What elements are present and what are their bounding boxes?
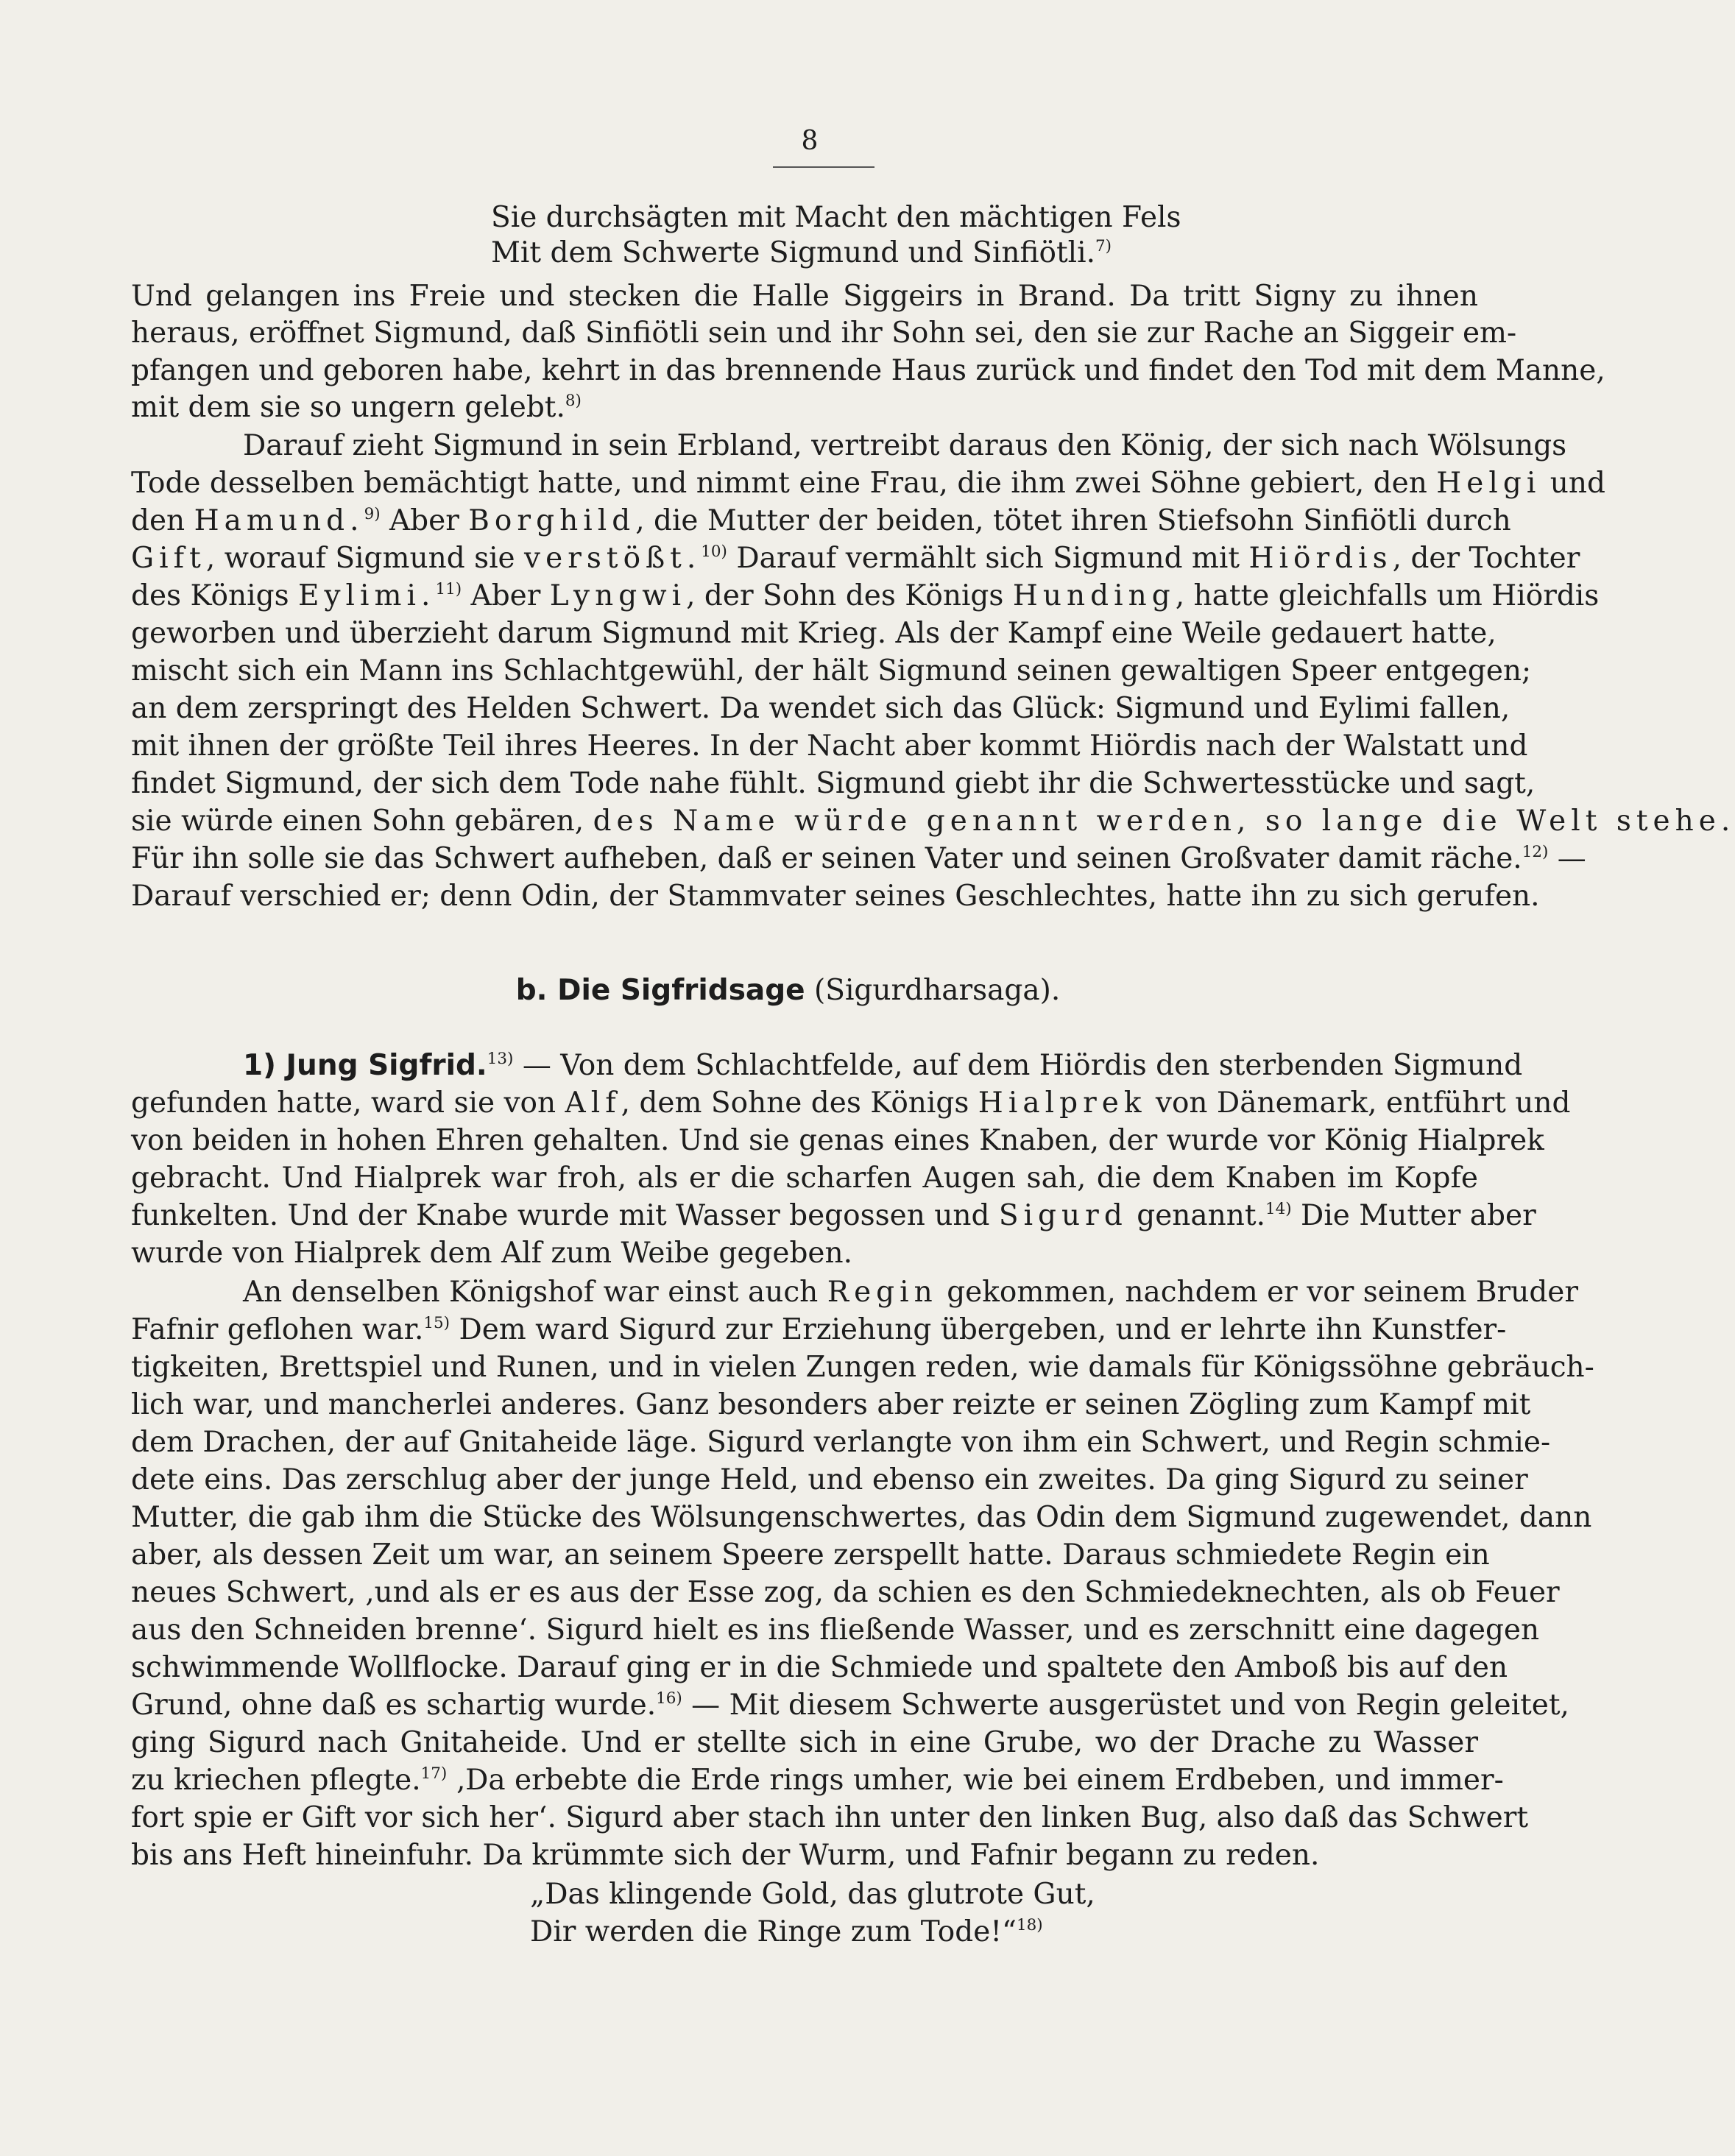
text-line: von beiden in hohen Ehren gehalten. Und sie genas eines Knaben, der wurde vor König Hialprek — [131, 1124, 1544, 1157]
text-line: 1) Jung Sigfrid.$^{13)}$ — Von dem Schlachtfelde, auf dem Hiördis den sterbenden Sigmund — [243, 1049, 1523, 1082]
name-helgi: Helgi — [1436, 467, 1541, 500]
text-line: pfangen und geboren habe, kehrt in das brennende Haus zurück und findet den Tod mit dem Manne, — [131, 354, 1605, 387]
page-number: 8 — [801, 126, 819, 156]
text-line: gefunden hatte, ward sie von Alf, dem Sohne des Königs Hialprek von Dänemark, entführt und — [131, 1086, 1571, 1120]
verse-line: Sie durchsägten mit Macht den mächtigen Fels — [491, 201, 1181, 234]
text-line: schwimmende Wollflocke. Darauf ging er in die Schmiede und spaltete den Amboß bis auf den — [131, 1651, 1508, 1684]
verse-line: Dir werden die Ringe zum Tode!“$^{18)}$ — [530, 1915, 1043, 1948]
text-line: Mutter, die gab ihm die Stücke des Wölsungenschwertes, das Odin dem Sigmund zugewendet, dann — [131, 1501, 1592, 1534]
text-line: an dem zerspringt des Helden Schwert. Da wendet sich das Glück: Sigmund und Eylimi fallen, — [131, 692, 1510, 725]
verse-line: Mit dem Schwerte Sigmund und Sinfiötli.$^{7)}$ — [491, 236, 1112, 269]
text-line: Und gelangen ins Freie und stecken die Halle Siggeirs in Brand. Da tritt Signy zu ihnen — [131, 280, 1478, 313]
text-line: An denselben Königshof war einst auch Regin gekommen, nachdem er vor seinem Bruder — [243, 1276, 1579, 1309]
text-line: zu kriechen pflegte.$^{17)}$ ‚Da erbebte die Erde rings umher, wie bei einem Erdbeben, und immer- — [131, 1764, 1504, 1797]
text-line: funkelten. Und der Knabe wurde mit Wasser begossen und Sigurd genannt.$^{14)}$ Die Mutter aber — [131, 1199, 1536, 1232]
text-line: fort spie er Gift vor sich her‘. Sigurd aber stach ihn unter den linken Bug, also daß das Schwert — [131, 1801, 1529, 1834]
text-line: dete eins. Das zerschlug aber der junge Held, und ebenso ein zweites. Da ging Sigurd zu seiner — [131, 1463, 1528, 1496]
text-line: Darauf zieht Sigmund in sein Erbland, vertreibt daraus den König, der sich nach Wölsungs — [243, 429, 1567, 462]
text-line: wurde von Hialprek dem Alf zum Weibe gegeben. — [131, 1237, 853, 1270]
verse-line: „Das klingende Gold, das glutrote Gut, — [530, 1878, 1095, 1911]
text-line: Fafnir geflohen war.$^{15)}$ Dem ward Sigurd zur Erziehung übergeben, und er lehrte ihn Kunstfer- — [131, 1313, 1507, 1346]
text-line: sie würde einen Sohn gebären, des Name würde genannt werden, so lange die Welt stehe. — [131, 805, 1735, 838]
section-heading: b. Die Sigfridsage (Sigurdharsaga). — [515, 974, 1061, 1007]
text-line: aber, als dessen Zeit um war, an seinem Speere zerspellt hatte. Daraus schmiedete Regin ein — [131, 1538, 1490, 1572]
text-line: des Königs Eylimi.$^{11)}$ Aber Lyngwi, der Sohn des Königs Hunding, hatte gleichfalls um Hiördis — [131, 579, 1600, 612]
text-line: dem Drachen, der auf Gnitaheide läge. Sigurd verlangte von ihm ein Schwert, und Regin schmie- — [131, 1426, 1551, 1459]
text-line: Gift, worauf Sigmund sie verstößt.$^{10)}$ Darauf vermählt sich Sigmund mit Hiördis, der Tochter — [131, 542, 1580, 575]
text-line: den Hamund.$^{9)}$ Aber Borghild, die Mutter der beiden, tötet ihren Stiefsohn Sinfiötli durch — [131, 504, 1511, 537]
text-line: bis ans Heft hineinfuhr. Da krümmte sich der Wurm, und Fafnir begann zu reden. — [131, 1839, 1320, 1872]
text-line: ging Sigurd nach Gnitaheide. Und er stellte sich in eine Grube, wo der Drache zu Wasser — [131, 1726, 1478, 1759]
text-line: mit dem sie so ungern gelebt.$^{8)}$ — [131, 391, 582, 424]
text-line: mischt sich ein Mann ins Schlachtgewühl, der hält Sigmund seinen gewaltigen Speer entgegen; — [131, 654, 1532, 688]
text-line: lich war, und mancherlei anderes. Ganz besonders aber reizte er seinen Zögling zum Kampf mit — [131, 1388, 1531, 1421]
text-line: Grund, ohne daß es schartig wurde.$^{16)}$ — Mit diesem Schwerte ausgerüstet und von Regin geleitet, — [131, 1689, 1569, 1722]
text-line: Tode desselben bemächtigt hatte, und nimmt eine Frau, die ihm zwei Söhne gebiert, den Helgi und — [131, 467, 1605, 500]
text-line: findet Sigmund, der sich dem Tode nahe fühlt. Sigmund giebt ihr die Schwertesstücke und sagt, — [131, 767, 1536, 800]
text-line: tigkeiten, Brettspiel und Runen, und in vielen Zungen reden, wie damals für Königssöhne gebräuch- — [131, 1351, 1594, 1384]
text-line: neues Schwert, ‚und als er es aus der Esse zog, da schien es den Schmiedeknechten, als ob Feuer — [131, 1576, 1560, 1609]
text-line: gebracht. Und Hialprek war froh, als er die scharfen Augen sah, die dem Knaben im Kopfe — [131, 1162, 1478, 1195]
header-rule — [773, 166, 874, 168]
text-line: Für ihn solle sie das Schwert aufheben, daß er seinen Vater und seinen Großvater damit räche.$^{12)}$ — — [131, 842, 1586, 875]
text-line: heraus, eröffnet Sigmund, daß Sinfiötli sein und ihr Sohn sei, den sie zur Rache an Siggeir em- — [131, 317, 1517, 350]
text-line: geworben und überzieht darum Sigmund mit Krieg. Als der Kampf eine Weile gedauert hatte, — [131, 617, 1497, 650]
text-line: aus den Schneiden brenne‘. Sigurd hielt es ins fließende Wasser, und es zerschnitt eine dagegen — [131, 1614, 1540, 1647]
text-line: mit ihnen der größte Teil ihres Heeres. In der Nacht aber kommt Hiördis nach der Walstatt und — [131, 729, 1528, 763]
text-line: Darauf verschied er; denn Odin, der Stammvater seines Geschlechtes, hatte ihn zu sich gerufen. — [131, 880, 1540, 913]
